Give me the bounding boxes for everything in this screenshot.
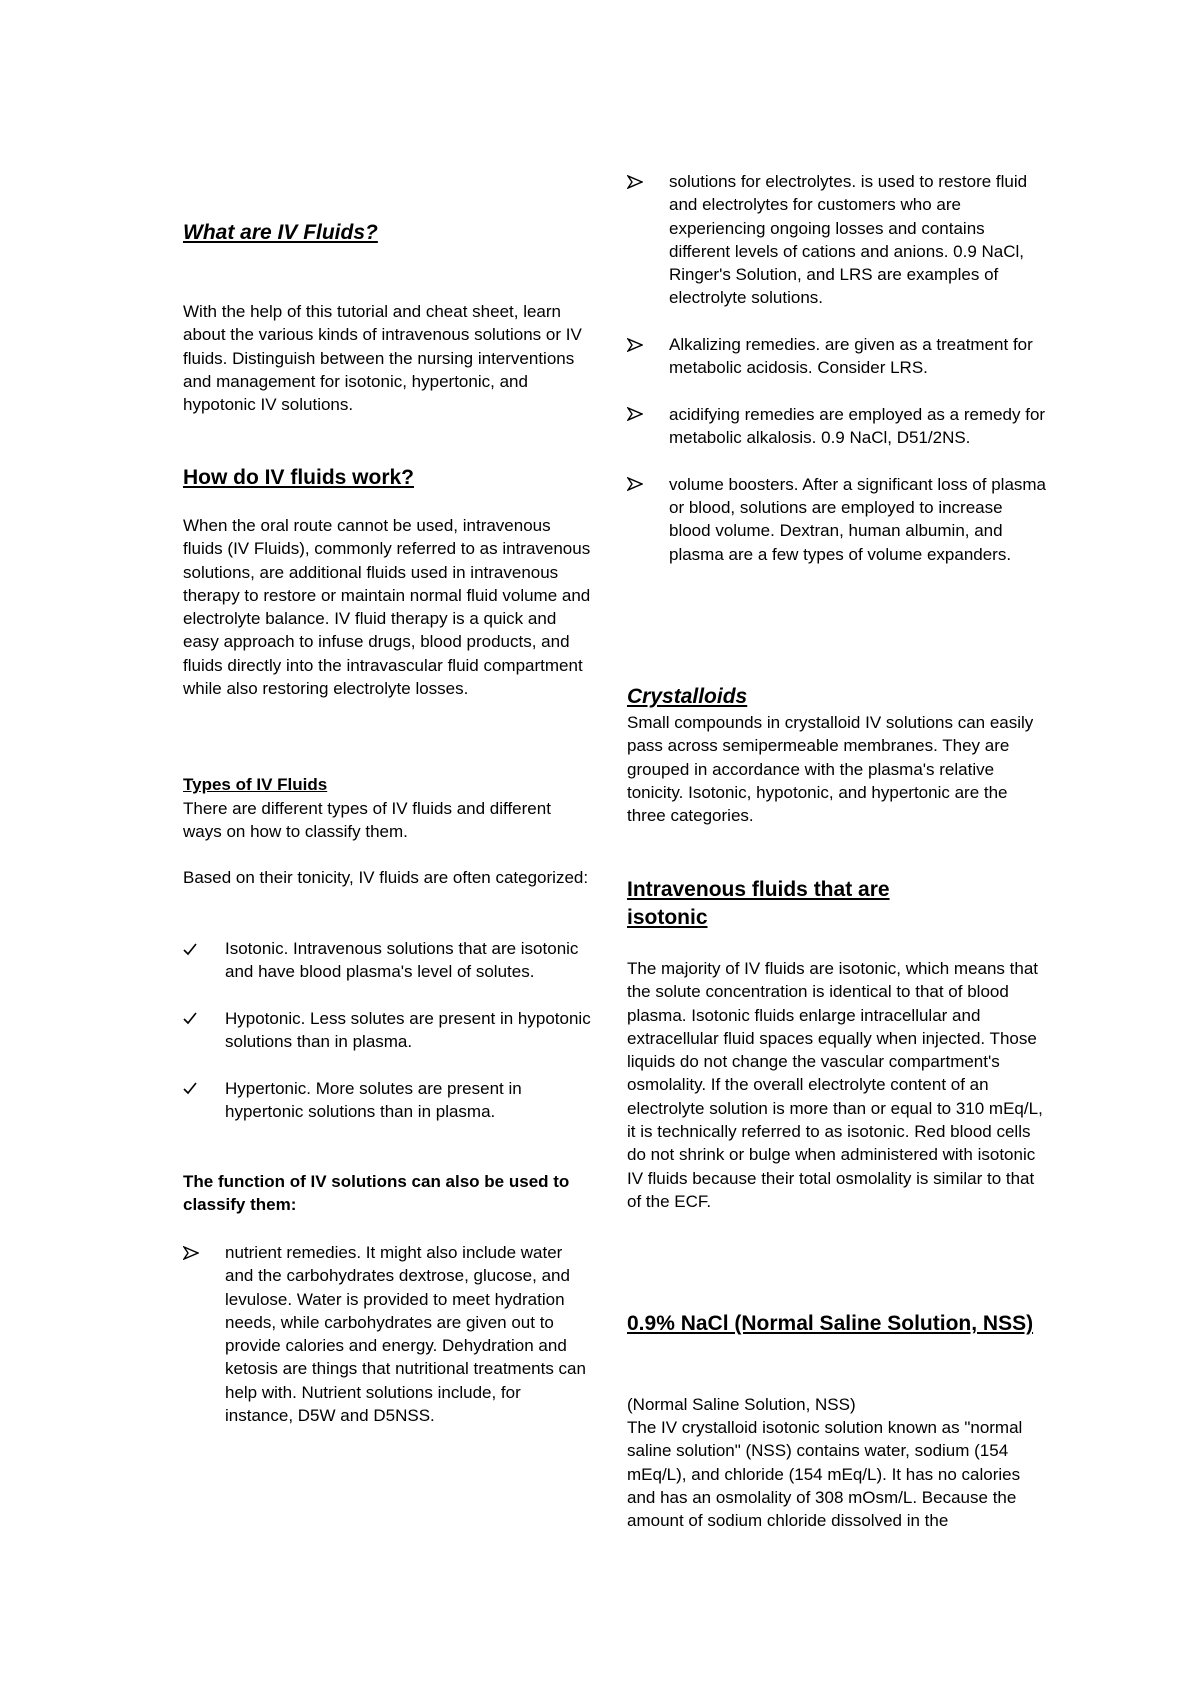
function-list-right	[627, 170, 1047, 566]
arrowhead-bullet-icon	[627, 403, 649, 426]
list-item-text: Alkalizing remedies. are given as a treatment for metabolic acidosis. Consider LRS.	[669, 335, 1033, 378]
checkmark-icon	[183, 1077, 205, 1100]
arrowhead-bullet-icon	[627, 473, 649, 496]
checkmark-icon	[183, 937, 205, 960]
checkmark-icon	[183, 1007, 205, 1030]
function-intro: The function of IV solutions can also be used to classify them:	[183, 1172, 570, 1215]
list-item	[183, 1007, 593, 1054]
list-item	[627, 403, 1047, 450]
list-item	[183, 937, 593, 984]
list-item	[183, 1077, 593, 1124]
list-item-text: acidifying remedies are employed as a remedy for metabolic alkalosis. 0.9 NaCl, D51/2NS.	[669, 404, 1046, 448]
crystalloids-heading: Crystalloids	[627, 685, 748, 708]
how-paragraph: When the oral route cannot be used, intravenous fluids (IV Fluids), commonly referred to as intravenous solutions, are additional fluids used in intravenous therapy to restore or maintain normal fluid volume and electrolyte balance. IV fluid therapy is a quick and easy approach to infuse drugs, blood products, and fluids directly into the intravascular fluid compartment while also restoring electrolyte losses.	[183, 516, 591, 699]
tonicity-list	[183, 937, 593, 1123]
list-item-text: Hypotonic. Less solutes are present in hypotonic solutions than in plasma.	[225, 1008, 591, 1052]
types-paragraph: There are different types of IV fluids and different ways on how to classify them.	[183, 799, 551, 842]
list-item-text: Hypertonic. More solutes are present in hypertonic solutions than in plasma.	[225, 1078, 522, 1122]
list-item-text: nutrient remedies. It might also include water and the carbohydrates dextrose, glucose, and levulose. Water is provided to meet hydration needs, while carbohydrates are given out to provide calories and energy. Dehydration and ketosis are things that nutritional treatments can help with. Nutrient solutions include, for instance, D5W and D5NSS.	[225, 1243, 586, 1426]
document-title: What are IV Fluids?	[183, 221, 378, 244]
list-item	[627, 473, 1047, 566]
arrowhead-bullet-icon	[183, 1241, 205, 1264]
nacl-heading: 0.9% NaCl (Normal Saline Solution, NSS)	[627, 1312, 1034, 1335]
nacl-subtitle: (Normal Saline Solution, NSS)	[627, 1395, 856, 1414]
tonicity-intro: Based on their tonicity, IV fluids are often categorized:	[183, 868, 589, 887]
crystalloids-paragraph: Small compounds in crystalloid IV solutions can easily pass across semipermeable membranes. They are grouped in accordance with the plasma's relative tonicity. Isotonic, hypotonic, and hypertonic are the three categories.	[627, 713, 1034, 826]
isotonic-heading: Intravenous fluids that are isotonic	[627, 878, 890, 929]
list-item	[627, 170, 1047, 310]
list-item-text: volume boosters. After a significant loss of plasma or blood, solutions are employed to increase blood volume. Dextran, human albumin, and plasma are a few types of volume expanders.	[669, 474, 1047, 564]
arrowhead-bullet-icon	[627, 333, 649, 356]
nacl-paragraph: The IV crystalloid isotonic solution known as "normal saline solution" (NSS) contains water, sodium (154 mEq/L), and chloride (154 mEq/L). It has no calories and has an osmolality of 308 mOsm/L. Because the amount of sodium chloride dissolved in the	[627, 1418, 1023, 1531]
function-list-left	[183, 1241, 593, 1427]
list-item-text: Isotonic. Intravenous solutions that are isotonic and have blood plasma's level of solutes.	[225, 939, 579, 982]
isotonic-paragraph: The majority of IV fluids are isotonic, which means that the solute concentration is identical to that of blood plasma. Isotonic fluids enlarge intracellular and extracellular fluid spaces equally when injected. Those liquids do not change the vascular compartment's osmolality. If the overall electrolyte content of an electrolyte solution is more than or equal to 310 mEq/L, it is technically referred to as isotonic. Red blood cells do not shrink or bulge when administered with isotonic IV fluids because their total osmolality is similar to that of the ECF.	[627, 959, 1043, 1211]
intro-paragraph: With the help of this tutorial and cheat sheet, learn about the various kinds of intravenous solutions or IV fluids. Distinguish between the nursing interventions and management for isotonic, hypertonic, and hypotonic IV solutions.	[183, 302, 582, 415]
list-item	[183, 1241, 593, 1427]
how-heading: How do IV fluids work?	[183, 466, 414, 489]
list-item	[627, 333, 1047, 380]
types-heading: Types of IV Fluids	[183, 775, 328, 794]
list-item-text: solutions for electrolytes. is used to restore fluid and electrolytes for customers who are experiencing ongoing losses and contains different levels of cations and anions. 0.9 NaCl, Ringer's Solution, and LRS are examples of electrolyte solutions.	[669, 172, 1028, 308]
arrowhead-bullet-icon	[627, 170, 649, 193]
